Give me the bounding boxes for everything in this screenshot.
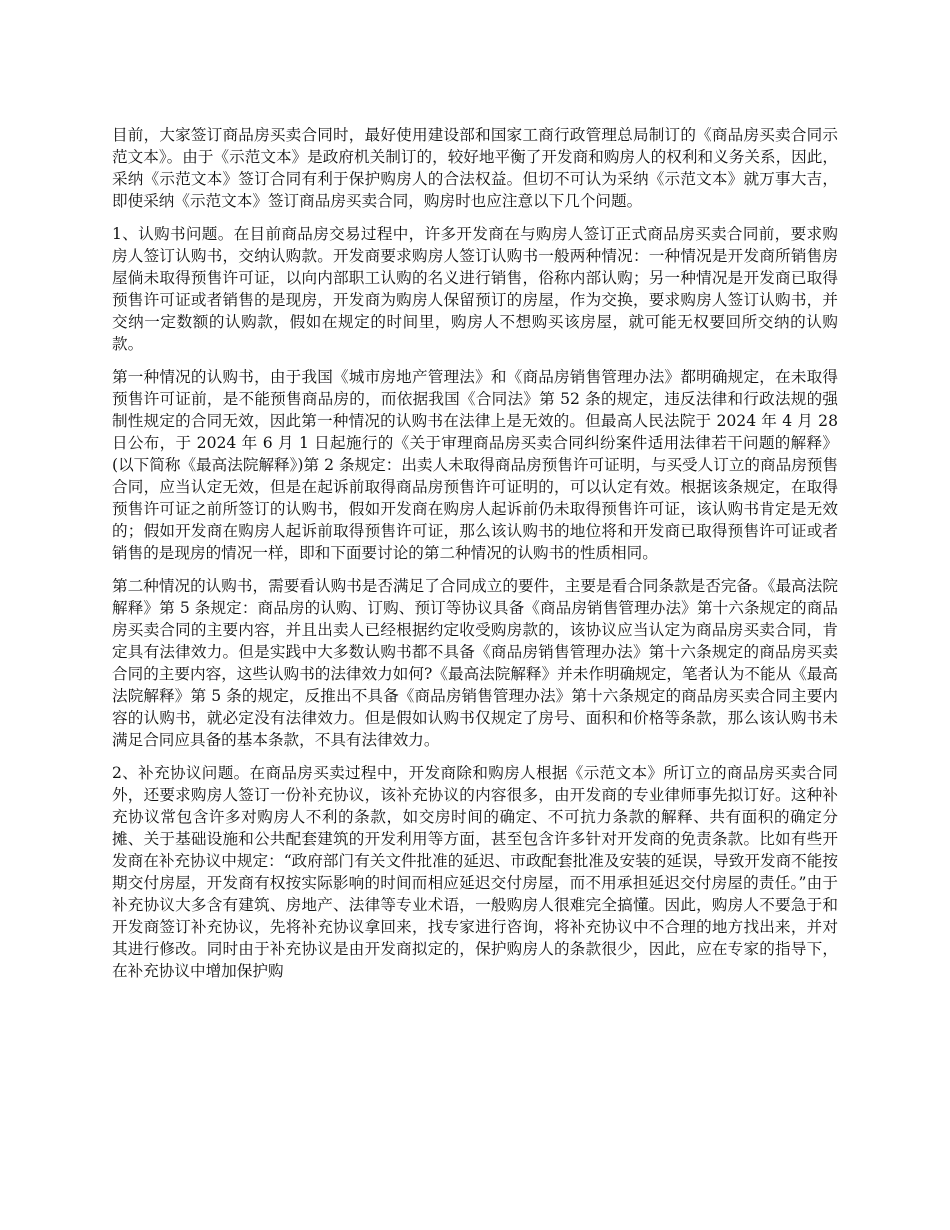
second-case-paragraph: 第二种情况的认购书，需要看认购书是否满足了合同成立的要件，主要是看合同条款是否完备。《最高法院解释》第 5 条规定：商品房的认购、订购、预订等协议具备《商品房销售管理办法》第十六条规定的商品房买卖合同的主要内容，并且出卖人已经根据约定收受购房款的，该协议应当认定为商品房买卖合同，肯定具有法律效力。但是实践中大多数认购书都不具备《商品房销售管理办法》第十六条规定的商品房买卖合同的主要内容，这些认购书的法律效力如何?《最高法院解释》并未作明确规定，笔者认为不能从《最高法院解释》第 5 条的规定，反推出不具备《商品房销售管理办法》第十六条规定的商品房买卖合同主要内容的认购书，就必定没有法律效力。但是假如认购书仅规定了房号、面积和价格等条款，那么该认购书未满足合同应具备的基本条款，不具有法律效力。 [112,577,838,749]
subscription-issue-paragraph: 1、认购书问题。在目前商品房交易过程中，许多开发商在与购房人签订正式商品房买卖合同前，要求购房人签订认购书，交纳认购款。开发商要求购房人签订认购书一般两种情况：一种情况是开发商所销售房屋倘未取得预售许可证，以向内部职工认购的名义进行销售，俗称内部认购；另一种情况是开发商已取得预售许可证或者销售的是现房，开发商为购房人保留预订的房屋，作为交换，要求购房人签订认购书，并交纳一定数额的认购款，假如在规定的时间里，购房人不想购买该房屋，就可能无权要回所交纳的认购款。 [112,225,838,353]
supplementary-agreement-paragraph: 2、补充协议问题。在商品房买卖过程中，开发商除和购房人根据《示范文本》所订立的商品房买卖合同外，还要求购房人签订一份补充协议，该补充协议的内容很多，由开发商的专业律师事先拟订好。这种补充协议常包含许多对购房人不利的条款，如交房时间的确定、不可抗力条款的解释、共有面积的确定分摊、关于基础设施和公共配套建筑的开发利用等方面，甚至包含许多针对开发商的免责条款。比如有些开发商在补充协议中规定：“政府部门有关文件批准的延迟、市政配套批准及安装的延误，导致开发商不能按期交付房屋，开发商有权按实际影响的时间而相应延迟交付房屋，而不用承担延迟交付房屋的责任。”由于补充协议大多含有建筑、房地产、法律等专业术语，一般购房人很难完全搞懂。因此，购房人不要急于和开发商签订补充协议，先将补充协议拿回来，找专家进行咨询，将补充协议中不合理的地方找出来，并对其进行修改。同时由于补充协议是由开发商拟定的，保护购房人的条款很少，因此，应在专家的指导下，在补充协议中增加保护购 [112,764,838,980]
document-body [112,124,838,993]
first-case-paragraph: 第一种情况的认购书，由于我国《城市房地产管理法》和《商品房销售管理办法》都明确规定，在未取得预售许可证前，是不能预售商品房的，而依据我国《合同法》第 52 条的规定，违反法律和行政法规的强制性规定的合同无效，因此第一种情况的认购书在法律上是无效的。但最高人民法院于 2024 年 4 月 28 日公布，于 2024 年 6 月 1 日起施行的《关于审理商品房买卖合同纠纷案件适用法律若干问题的解释》(以下简称《最高法院解释》)第 2 条规定：出卖人未取得商品房预售许可证明，与买受人订立的商品房预售合同，应当认定无效，但是在起诉前取得商品房预售许可证明的，可以认定有效。根据该条规定，在取得预售许可证之前所签订的认购书，假如开发商在购房人起诉前仍未取得预售许可证，该认购书肯定是无效的；假如开发商在购房人起诉前取得预售许可证，那么该认购书的地位将和开发商已取得预售许可证或者销售的是现房的情况一样，即和下面要讨论的第二种情况的认购书的性质相同。 [112,368,838,562]
intro-paragraph: 目前，大家签订商品房买卖合同时，最好使用建设部和国家工商行政管理总局制订的《商品房买卖合同示范文本》。由于《示范文本》是政府机关制订的，较好地平衡了开发商和购房人的权利和义务关系，因此，采纳《示范文本》签订合同有利于保护购房人的合法权益。但切不可认为采纳《示范文本》就万事大吉，即使采纳《示范文本》签订商品房买卖合同，购房时也应注意以下几个问题。 [112,126,838,210]
